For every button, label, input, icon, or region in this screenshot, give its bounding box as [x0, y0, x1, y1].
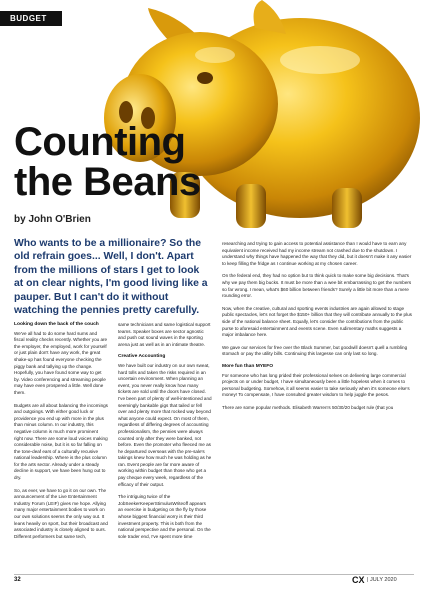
issue-date: | JULY 2020 — [367, 577, 397, 583]
paragraph: We gave our services for free over the Black Summer, but goodwill doesn't quell a rumbling stomach or pay the utility bills. Continuing this largesse can only last so long. — [222, 344, 408, 357]
paragraph: So, as ever, we have to go it on our own. The announcement of the Live Entertainment Industry Forum (LEIF) gives me hope. Allying many major entertainment bodies to work on our own solutions seems the only way out. It leans heavily on sport, but their broadcast and associated industry is closely aligned to ours. Different performers but same tech, — [14, 487, 108, 539]
paragraph: researching and trying to gain access to potential assistance than I would have to earn any equivalent income received had my income stream not crashed due to the shutdown. I understand why things have happened the way that they did, but it doesn't make it any easier to keep filling the fridge as I continue working at my chosen career. — [222, 241, 412, 266]
title-line-2: the Beans — [14, 160, 201, 204]
section-tag: BUDGET — [0, 11, 62, 26]
paragraph: same technicians and same logistical support teams. Speaker boxes are sector agnostic and push out sound waves in the sporting arena just as well as in an intimate theatre. — [118, 322, 211, 347]
page-number: 32 — [14, 577, 21, 583]
column-heading: Creative Accounting — [118, 354, 166, 360]
paragraph: Budgets are all about balancing the incomings and outgoings. With either good luck or providence you end up with more in the plus than minus column. In our industry, this negative column is much more prominent right now. There are some loud voices making considerable noise, but it is so far falling on the tone-deaf ears of a culturally recusive national leadership. Where is the plus column for the arts sector. Already under a steady decline in support, we have been hung out to dry. — [14, 402, 108, 481]
magazine-logo: CX — [352, 575, 365, 585]
paragraph: For someone who has long prided their professional selves on delivering large commercial projects on or under budget, I have simultaneously been a little hopeless when it comes to personal budgeting. Somehow, it all seems easier to take seriously when it's someone else's money! To compensate, I have consulted greater wisdom to help juggle the pesos. — [222, 372, 410, 398]
standfirst: Who wants to be a millionaire? So the old refrain goes... Well, I don't. Apart from the millions of stars I get to look at on clear nights, I'm good living like a pauper. But I can't do it without watching the pennies pretty carefully. — [14, 238, 208, 317]
column-heading: More fun than MYEFO — [222, 363, 274, 369]
paragraph: We have built our industry on our own sweat, hard tolls and taken the risks required in an uncertain environment. When planning an event, you never really know how many tickets are sold until the doors have closed. I've been part of plenty of well-intentioned and seemingly bankable gigs that tailed or fell over and plenty more that rocked way beyond what anyone could expect. On most of them, regardless of differing degrees of accounting professionalism, the pennies were always counted only after they were banked, not before. Even the promoter who fleeced me as he departured overseas with the pre-sale's takings knew how much he was holding as he ran. Event people are far more aware of working within budget than those who get a pay cheque every week, regardless of the efficacy of their output. — [118, 362, 212, 487]
article-column-2 — [118, 322, 212, 546]
article-title — [14, 122, 214, 202]
column-heading: Looking down the back of the couch — [14, 322, 99, 327]
paragraph: The intriguing twice of the JobSeekerKeeperStimulusWriteoff appears an exercise in budgeting on the fly by those whose biggest financial worry is their third investment property. This is both from the national perspective and the personal. On the sole trader end, I've spent more time — [118, 494, 211, 539]
paragraph: There are some popular methods. Elisabeth Warren's 50/30/20 budget rule (that you — [222, 404, 394, 410]
article-column-1 — [14, 322, 108, 546]
title-line-1: Counting — [14, 120, 186, 164]
paragraph: We've all had to do some hard sums and fiscal reality checks recently. Whether you are the employer, the employed, work for yourself or just plain don't have any work, the great shake-up has found everyone checking the piggy bank and tallying up the change. Hopefully, you have found some way to get by. Video conferencing and streaming people may have even prospered a little. Well done them. — [14, 330, 108, 395]
byline: by John O'Brien — [14, 214, 91, 225]
paragraph: Now, when the creative, cultural and sporting events industries are again allowed to stage public spectacles, let's not forget the $150+ billion that they will contribute annually to the plus side of the national balance sheet. Equally, let's consider the contributions from the public purse to aforesaid entertainment and events scene. Even rudimentary maths suggests a major imbalance here. — [222, 305, 412, 338]
article-column-3 — [222, 241, 414, 417]
paragraph: On the federal end, they had no option but to think quick to make some big decisions. That's why we pay them big bucks. It must be more than a wee bit embarrassing to get the numbers so far wrong. I mean, what's $60 billion between friends? Surely a little bit more than a mere rounding error. — [222, 273, 412, 299]
